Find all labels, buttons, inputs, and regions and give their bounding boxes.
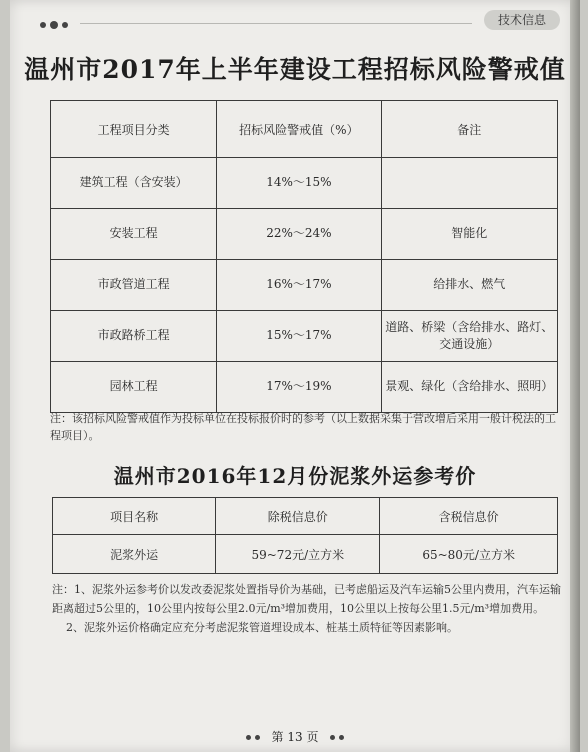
mud-price-notes [52, 580, 562, 637]
column-header: 除税信息价 [216, 498, 380, 535]
risk-threshold-table [50, 100, 558, 413]
category-cell: 市政路桥工程 [51, 311, 217, 362]
page-header [40, 10, 560, 30]
column-header: 含税信息价 [380, 498, 558, 535]
remark-cell: 智能化 [381, 209, 558, 260]
item-cell: 泥浆外运 [53, 535, 216, 574]
risk-table-note: 注：该招标风险警戒值作为投标单位在投标报价时的参考（以上数据采集于营改增后采用一般计税法的工程项目）。 [50, 412, 556, 442]
column-header: 备注 [381, 101, 558, 158]
table-header-row [51, 101, 558, 158]
footer-dot-icon [255, 735, 260, 740]
threshold-cell: 17%～19% [217, 362, 381, 413]
remark-cell: 给排水、燃气 [381, 260, 558, 311]
header-dots-icon [40, 14, 72, 33]
threshold-cell: 14%～15% [217, 158, 381, 209]
page-edge-shadow [570, 0, 580, 752]
footer-dot-icon [339, 735, 344, 740]
table-row [51, 209, 558, 260]
table-row [51, 260, 558, 311]
mud-price-title: 温州市2016年12月份泥浆外运参考价 [113, 464, 477, 488]
table-row [51, 362, 558, 413]
mud-note-1: 注：1、泥浆外运参考价以发改委泥浆处置指导价为基础，已考虑船运及汽车运输5公里内费用，汽车运输距离超过5公里的，10公里内按每公里2.0元/m³增加费用，10公里以上按每公里1.5元/m³增加费用。 [52, 583, 561, 615]
threshold-cell: 16%～17% [217, 260, 381, 311]
footer-dot-icon [330, 735, 335, 740]
column-header: 工程项目分类 [51, 101, 217, 158]
mud-price-table [52, 497, 558, 574]
column-header: 招标风险警戒值（%） [217, 101, 381, 158]
threshold-cell: 15%～17% [217, 311, 381, 362]
table-row [51, 158, 558, 209]
threshold-cell: 22%～24% [217, 209, 381, 260]
pre-tax-price-cell: 59~72元/立方米 [216, 535, 380, 574]
category-cell: 园林工程 [51, 362, 217, 413]
page-number: 第 13 页 [271, 730, 319, 744]
remark-cell: 道路、桥梁（含给排水、路灯、交通设施） [381, 311, 558, 362]
remark-cell: 景观、绿化（含给排水、照明） [381, 362, 558, 413]
mud-note-2: 2、泥浆外运价格确定应充分考虑泥浆管道埋设成本、桩基土质特征等因素影响。 [66, 621, 458, 634]
document-page [10, 0, 580, 752]
tax-inclusive-price-cell: 65~80元/立方米 [380, 535, 558, 574]
table-header-row [53, 498, 558, 535]
category-cell: 市政管道工程 [51, 260, 217, 311]
page-footer [10, 728, 580, 745]
category-cell: 建筑工程（含安装） [51, 158, 217, 209]
header-rule [80, 23, 472, 24]
section-tag: 技术信息 [484, 10, 560, 30]
column-header: 项目名称 [53, 498, 216, 535]
category-cell: 安装工程 [51, 209, 217, 260]
remark-cell [381, 158, 558, 209]
table-row [53, 535, 558, 574]
table-row [51, 311, 558, 362]
footer-dot-icon [246, 735, 251, 740]
risk-table-title: 温州市2017年上半年建设工程招标风险警戒值 [24, 55, 566, 84]
